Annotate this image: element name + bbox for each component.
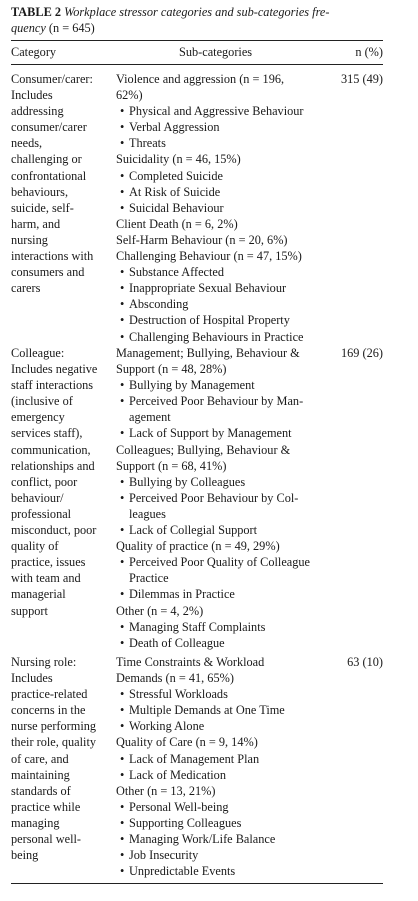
category-line: maintaining — [11, 767, 70, 782]
subcategory-bullet: • Managing Work/Life Balance — [116, 831, 326, 847]
subcategory-bullet: • At Risk of Suicide — [116, 184, 326, 200]
table-label: TABLE 2 — [11, 5, 61, 19]
subcategory-bullet: • Lack of Collegial Support — [116, 522, 326, 538]
category-line: their role, quality — [11, 735, 97, 750]
subcategory-bullet: • Bullying by Management — [116, 377, 326, 393]
header-category: Category — [11, 45, 57, 59]
category-line: (inclusive of — [11, 394, 73, 409]
n-cell-2: 169 (26) — [340, 346, 383, 360]
category-line: relationships and — [11, 458, 95, 473]
category-line: interactions with — [11, 249, 94, 264]
caption-line-2-rest: (n = 645) — [45, 20, 95, 35]
subcategory-heading: Support (n = 68, 41%) — [116, 458, 227, 473]
category-line: behaviour/ — [11, 490, 64, 505]
subcategory-bullet: • Perceived Poor Behaviour by Col- — [116, 490, 326, 506]
category-line: confrontational — [11, 168, 87, 183]
subcategory-bullet: • Destruction of Hospital Property — [116, 312, 326, 328]
header-rule — [11, 64, 383, 65]
subcategory-heading: Demands (n = 41, 65%) — [116, 671, 234, 686]
category-line: of care, and — [11, 751, 69, 766]
category-line: professional — [11, 506, 72, 521]
subcategory-bullet: • Personal Well-being — [116, 799, 326, 815]
category-cell-1 — [11, 71, 115, 296]
category-line: suicide, self- — [11, 200, 74, 215]
category-line: nurse performing — [11, 719, 97, 734]
subcategory-bullet: • Stressful Workloads — [116, 686, 326, 702]
subcategory-bullet: • Physical and Aggressive Behaviour — [116, 103, 326, 119]
subcategory-continuation: agement — [129, 410, 171, 425]
category-line: managing — [11, 815, 60, 830]
subcategory-bullet: • Multiple Demands at One Time — [116, 702, 326, 718]
subcategory-bullet: • Absconding — [116, 296, 326, 312]
category-line: managerial — [11, 587, 66, 602]
subcategory-bullet: • Lack of Management Plan — [116, 751, 326, 767]
subcategory-bullet: • Lack of Medication — [116, 767, 326, 783]
category-line: Includes — [11, 671, 53, 686]
category-line: needs, — [11, 136, 43, 151]
subcategory-heading: Self-Harm Behaviour (n = 20, 6%) — [116, 232, 288, 247]
subcategory-heading: Suicidality (n = 46, 15%) — [116, 152, 241, 167]
category-line: practice-related — [11, 687, 88, 702]
category-line: Colleague: — [11, 346, 65, 360]
category-line: Includes negative — [11, 362, 98, 377]
top-rule — [11, 40, 383, 41]
subcategory-bullet: • Threats — [116, 135, 326, 151]
subcategory-bullet: • Substance Affected — [116, 264, 326, 280]
subcategory-heading: 62%) — [116, 88, 143, 103]
header-subcategories: Sub-categories — [179, 45, 253, 59]
subcategory-bullet: • Supporting Colleagues — [116, 815, 326, 831]
subcategory-heading: Violence and aggression (n = 196, — [116, 72, 285, 86]
subcategory-bullet: • Lack of Support by Management — [116, 425, 326, 441]
subcategory-heading: Other (n = 13, 21%) — [116, 783, 216, 798]
table-caption — [11, 5, 383, 36]
category-line: conflict, poor — [11, 474, 78, 489]
category-line: staff interactions — [11, 378, 94, 393]
category-line: support — [11, 603, 48, 618]
category-line: emergency — [11, 410, 65, 425]
category-line: personal well- — [11, 832, 81, 847]
category-line: communication, — [11, 442, 91, 457]
subcategory-heading: Management; Bullying, Behaviour & — [116, 346, 300, 360]
category-line: challenging or — [11, 152, 82, 167]
subcategory-bullet: • Working Alone — [116, 718, 326, 734]
category-line: with team and — [11, 571, 81, 586]
category-cell-2 — [11, 345, 115, 619]
subcategory-bullet: • Completed Suicide — [116, 168, 326, 184]
subcategory-bullet: • Verbal Aggression — [116, 119, 326, 135]
subcategory-bullet: • Managing Staff Complaints — [116, 619, 326, 635]
bottom-rule — [11, 883, 383, 884]
subcategory-bullet: • Challenging Behaviours in Practice — [116, 329, 326, 345]
subcategory-bullet: • Unpredictable Events — [116, 863, 326, 879]
header-n: n (%) — [355, 45, 383, 59]
subcategory-bullet: • Dilemmas in Practice — [116, 586, 326, 602]
category-line: misconduct, poor — [11, 523, 97, 538]
subcategory-heading: Challenging Behaviour (n = 47, 15%) — [116, 249, 302, 264]
category-line: behaviours, — [11, 184, 69, 199]
subcategory-continuation: leagues — [129, 506, 166, 521]
category-line: being — [11, 848, 39, 863]
subcategory-continuation: Practice — [129, 571, 169, 586]
subcategory-cell-2 — [116, 345, 326, 651]
subcategory-heading: Quality of Care (n = 9, 14%) — [116, 735, 258, 750]
subcategory-heading: Support (n = 48, 28%) — [116, 362, 227, 377]
category-line: consumers and — [11, 265, 85, 280]
category-line: standards of — [11, 783, 71, 798]
category-line: harm, and — [11, 216, 61, 231]
subcategory-bullet: • Perceived Poor Behaviour by Man- — [116, 393, 326, 409]
category-line: concerns in the — [11, 703, 86, 718]
category-line: consumer/carer — [11, 120, 87, 135]
category-line: Includes — [11, 88, 53, 103]
subcategory-heading: Client Death (n = 6, 2%) — [116, 216, 238, 231]
caption-line-1: Workplace stressor categories and sub-categories fre- — [64, 5, 330, 19]
caption-line-2: quency — [11, 20, 46, 35]
n-cell-3: 63 (10) — [347, 655, 383, 669]
n-cell-1: 315 (49) — [340, 72, 383, 86]
subcategory-heading: Colleagues; Bullying, Behaviour & — [116, 442, 291, 457]
subcategory-bullet: • Inappropriate Sexual Behaviour — [116, 280, 326, 296]
subcategory-bullet: • Bullying by Colleagues — [116, 474, 326, 490]
category-line: addressing — [11, 104, 64, 119]
category-line: quality of — [11, 539, 59, 554]
subcategory-bullet: • Death of Colleague — [116, 635, 326, 651]
category-line: Consumer/carer: — [11, 72, 93, 86]
category-cell-3 — [11, 654, 115, 863]
category-line: nursing — [11, 232, 48, 247]
category-line: carers — [11, 281, 41, 296]
subcategory-bullet: • Perceived Poor Quality of Colleague — [116, 554, 326, 570]
category-line: services staff), — [11, 426, 83, 441]
category-line: Nursing role: — [11, 655, 77, 669]
subcategory-heading: Other (n = 4, 2%) — [116, 603, 204, 618]
category-line: practice, issues — [11, 555, 86, 570]
subcategory-bullet: • Suicidal Behaviour — [116, 200, 326, 216]
subcategory-heading: Quality of practice (n = 49, 29%) — [116, 539, 280, 554]
subcategory-cell-3 — [116, 654, 326, 879]
subcategory-cell-1 — [116, 71, 326, 345]
category-line: practice while — [11, 799, 81, 814]
subcategory-bullet: • Job Insecurity — [116, 847, 326, 863]
subcategory-heading: Time Constraints & Workload — [116, 655, 265, 669]
